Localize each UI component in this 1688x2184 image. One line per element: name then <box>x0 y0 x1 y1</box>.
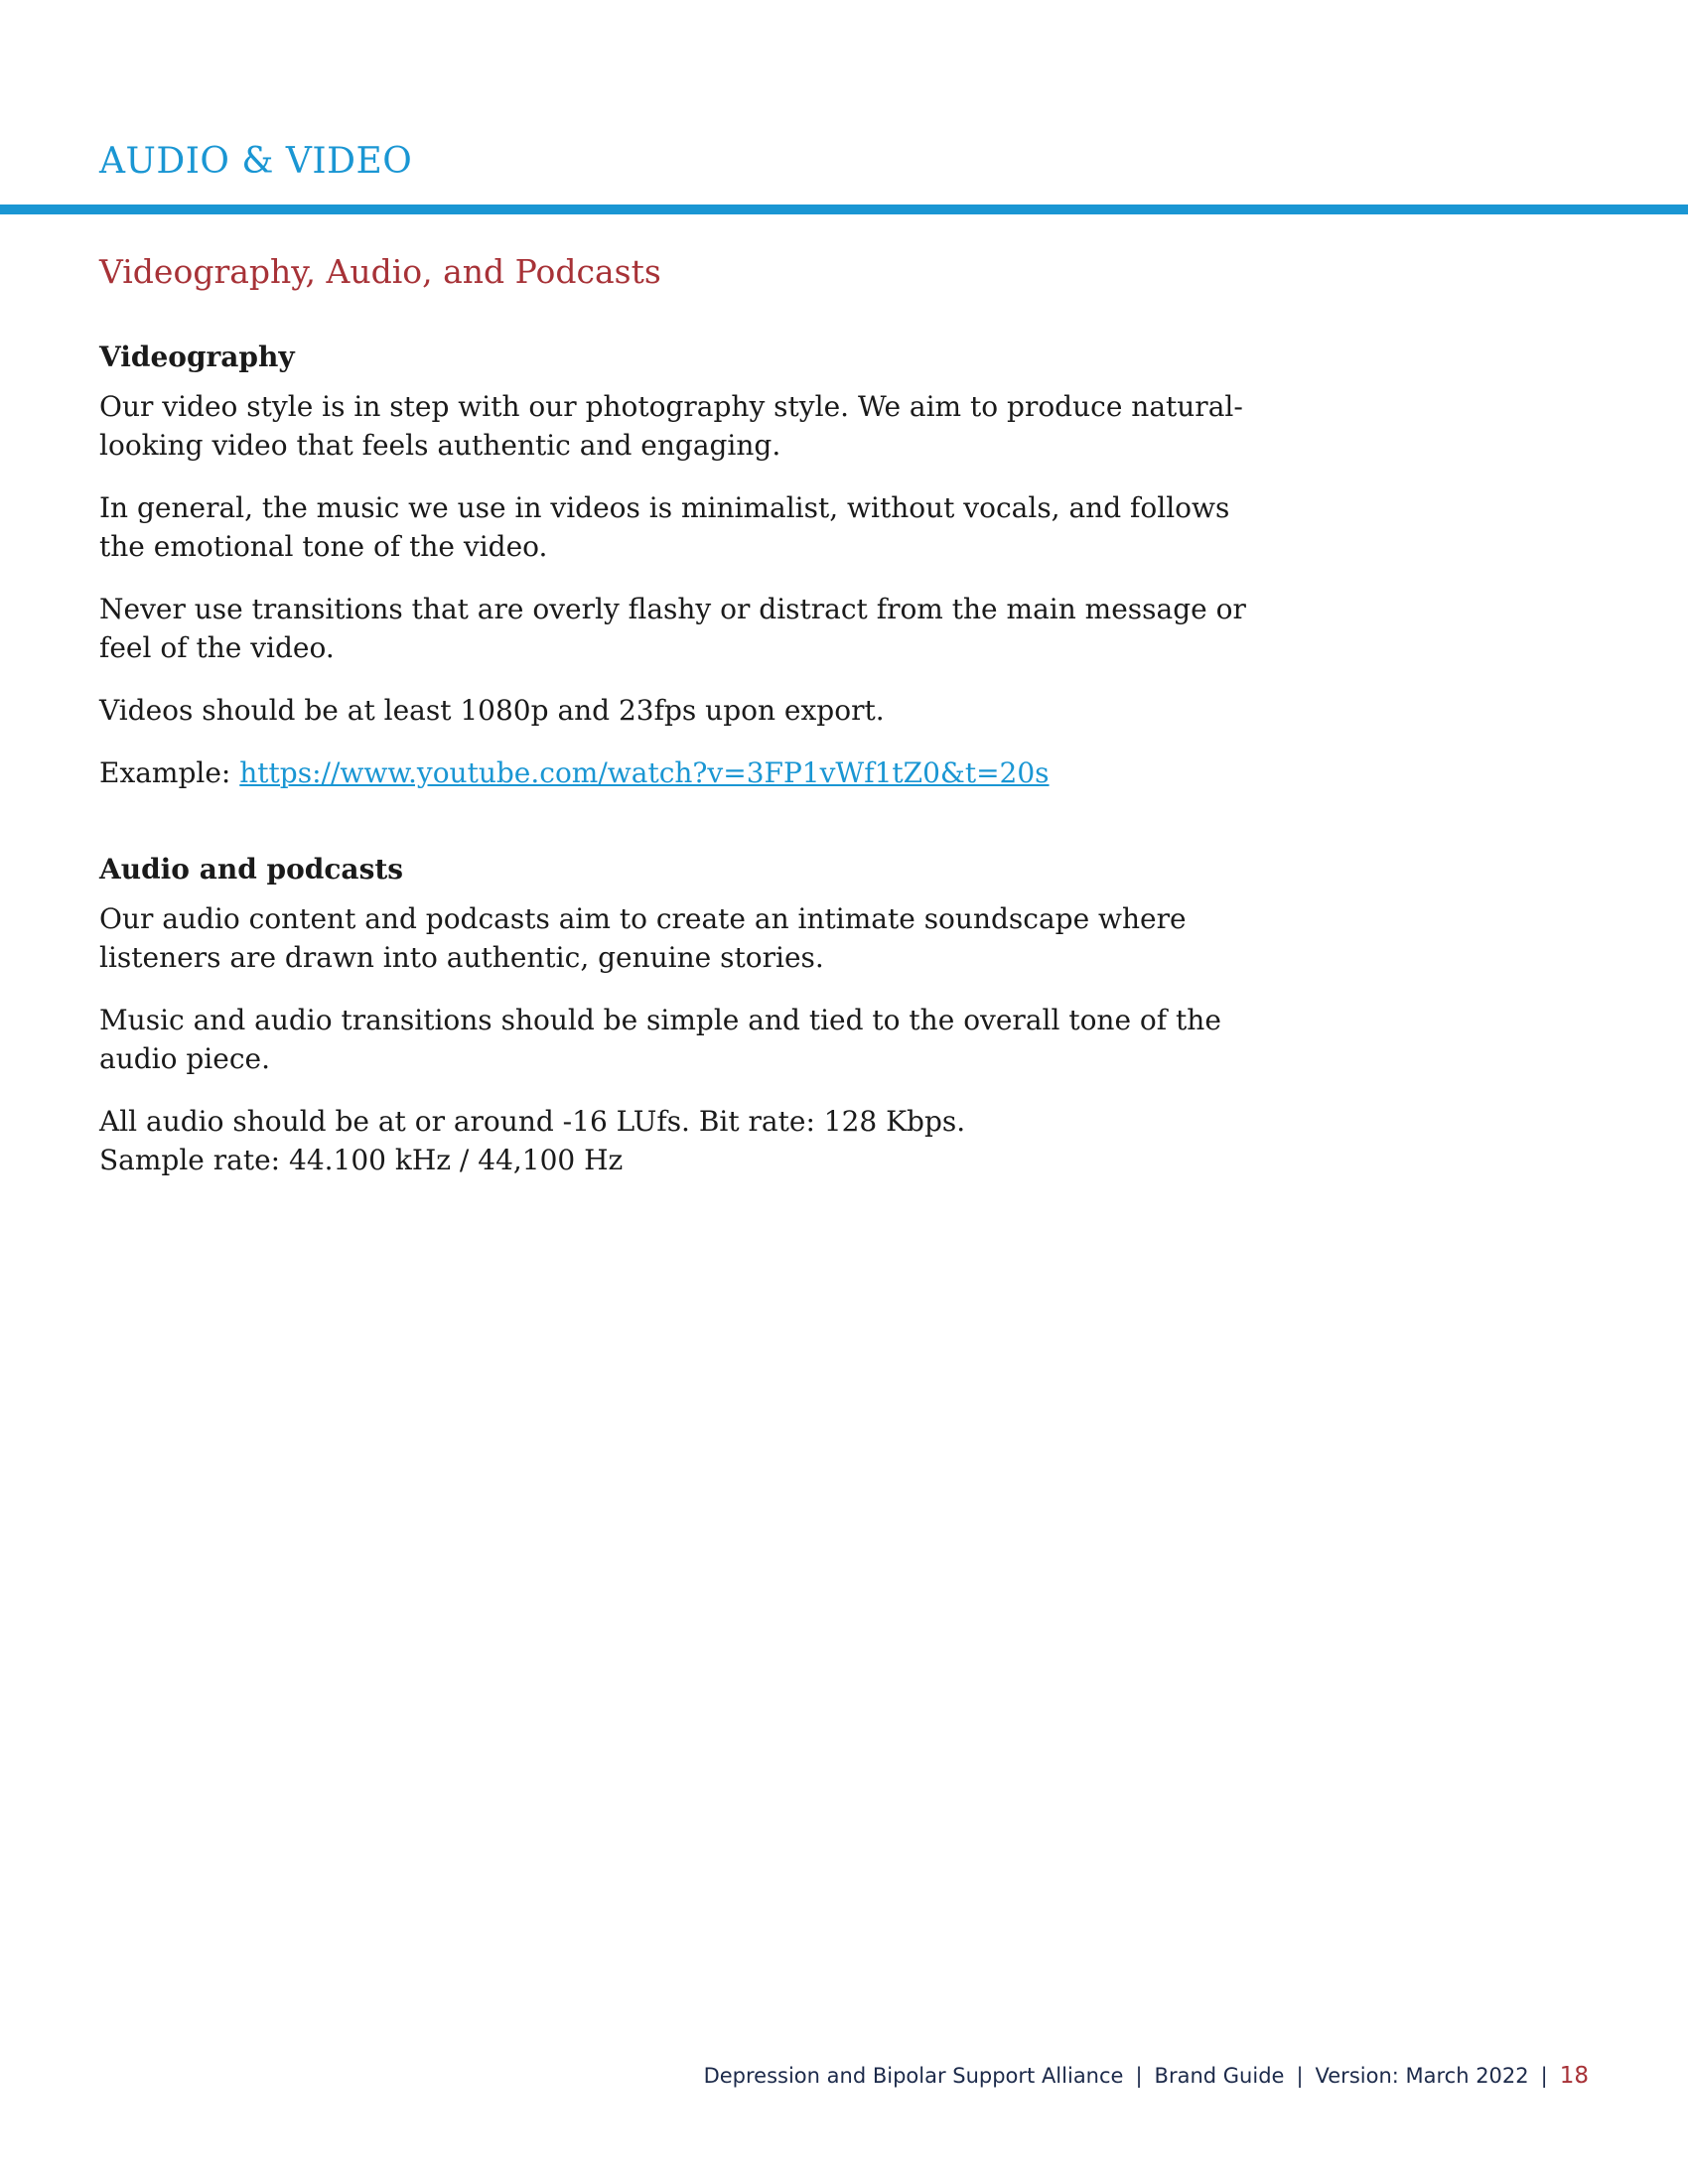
header-divider <box>0 205 1688 214</box>
footer-org: Depression and Bipolar Support Alliance <box>703 2064 1124 2088</box>
example-video-link[interactable]: https://www.youtube.com/watch?v=3FP1vWf1tZ0&t=20s <box>239 756 1050 789</box>
footer-doc: Brand Guide <box>1154 2064 1285 2088</box>
audio-section <box>99 850 1271 1203</box>
videography-paragraph: Never use transitions that are overly flashy or distract from the main message or feel of the video. <box>99 593 1246 664</box>
page-header-title: AUDIO & VIDEO <box>99 141 413 182</box>
videography-paragraph: Videos should be at least 1080p and 23fps upon export. <box>99 694 885 727</box>
example-line <box>99 753 1271 792</box>
page-footer <box>704 2063 1589 2089</box>
videography-heading: Videography <box>99 341 295 373</box>
example-label: Example: <box>99 756 240 789</box>
videography-paragraph: In general, the music we use in videos is minimalist, without vocals, and follows the emotional tone of the video. <box>99 491 1230 563</box>
footer-separator: | <box>1296 2064 1304 2088</box>
videography-paragraph: Our video style is in step with our photography style. We aim to produce natural-looking video that feels authentic and engaging. <box>99 390 1243 462</box>
audio-spec-line: All audio should be at or around -16 LUfs. Bit rate: 128 Kbps. <box>99 1105 966 1138</box>
footer-version: Version: March 2022 <box>1315 2064 1529 2088</box>
footer-separator: | <box>1135 2064 1143 2088</box>
page-number: 18 <box>1559 2063 1589 2089</box>
audio-spec-line: Sample rate: 44.100 kHz / 44,100 Hz <box>99 1144 624 1176</box>
audio-specs <box>99 1102 1271 1179</box>
audio-heading: Audio and podcasts <box>99 853 404 886</box>
audio-paragraph: Music and audio transitions should be simple and tied to the overall tone of the audio piece. <box>99 1004 1221 1075</box>
audio-paragraph: Our audio content and podcasts aim to create an intimate soundscape where listeners are drawn into authentic, genuine stories. <box>99 902 1187 974</box>
footer-separator: | <box>1540 2064 1548 2088</box>
videography-section <box>99 338 1271 816</box>
section-title: Videography, Audio, and Podcasts <box>99 252 661 291</box>
